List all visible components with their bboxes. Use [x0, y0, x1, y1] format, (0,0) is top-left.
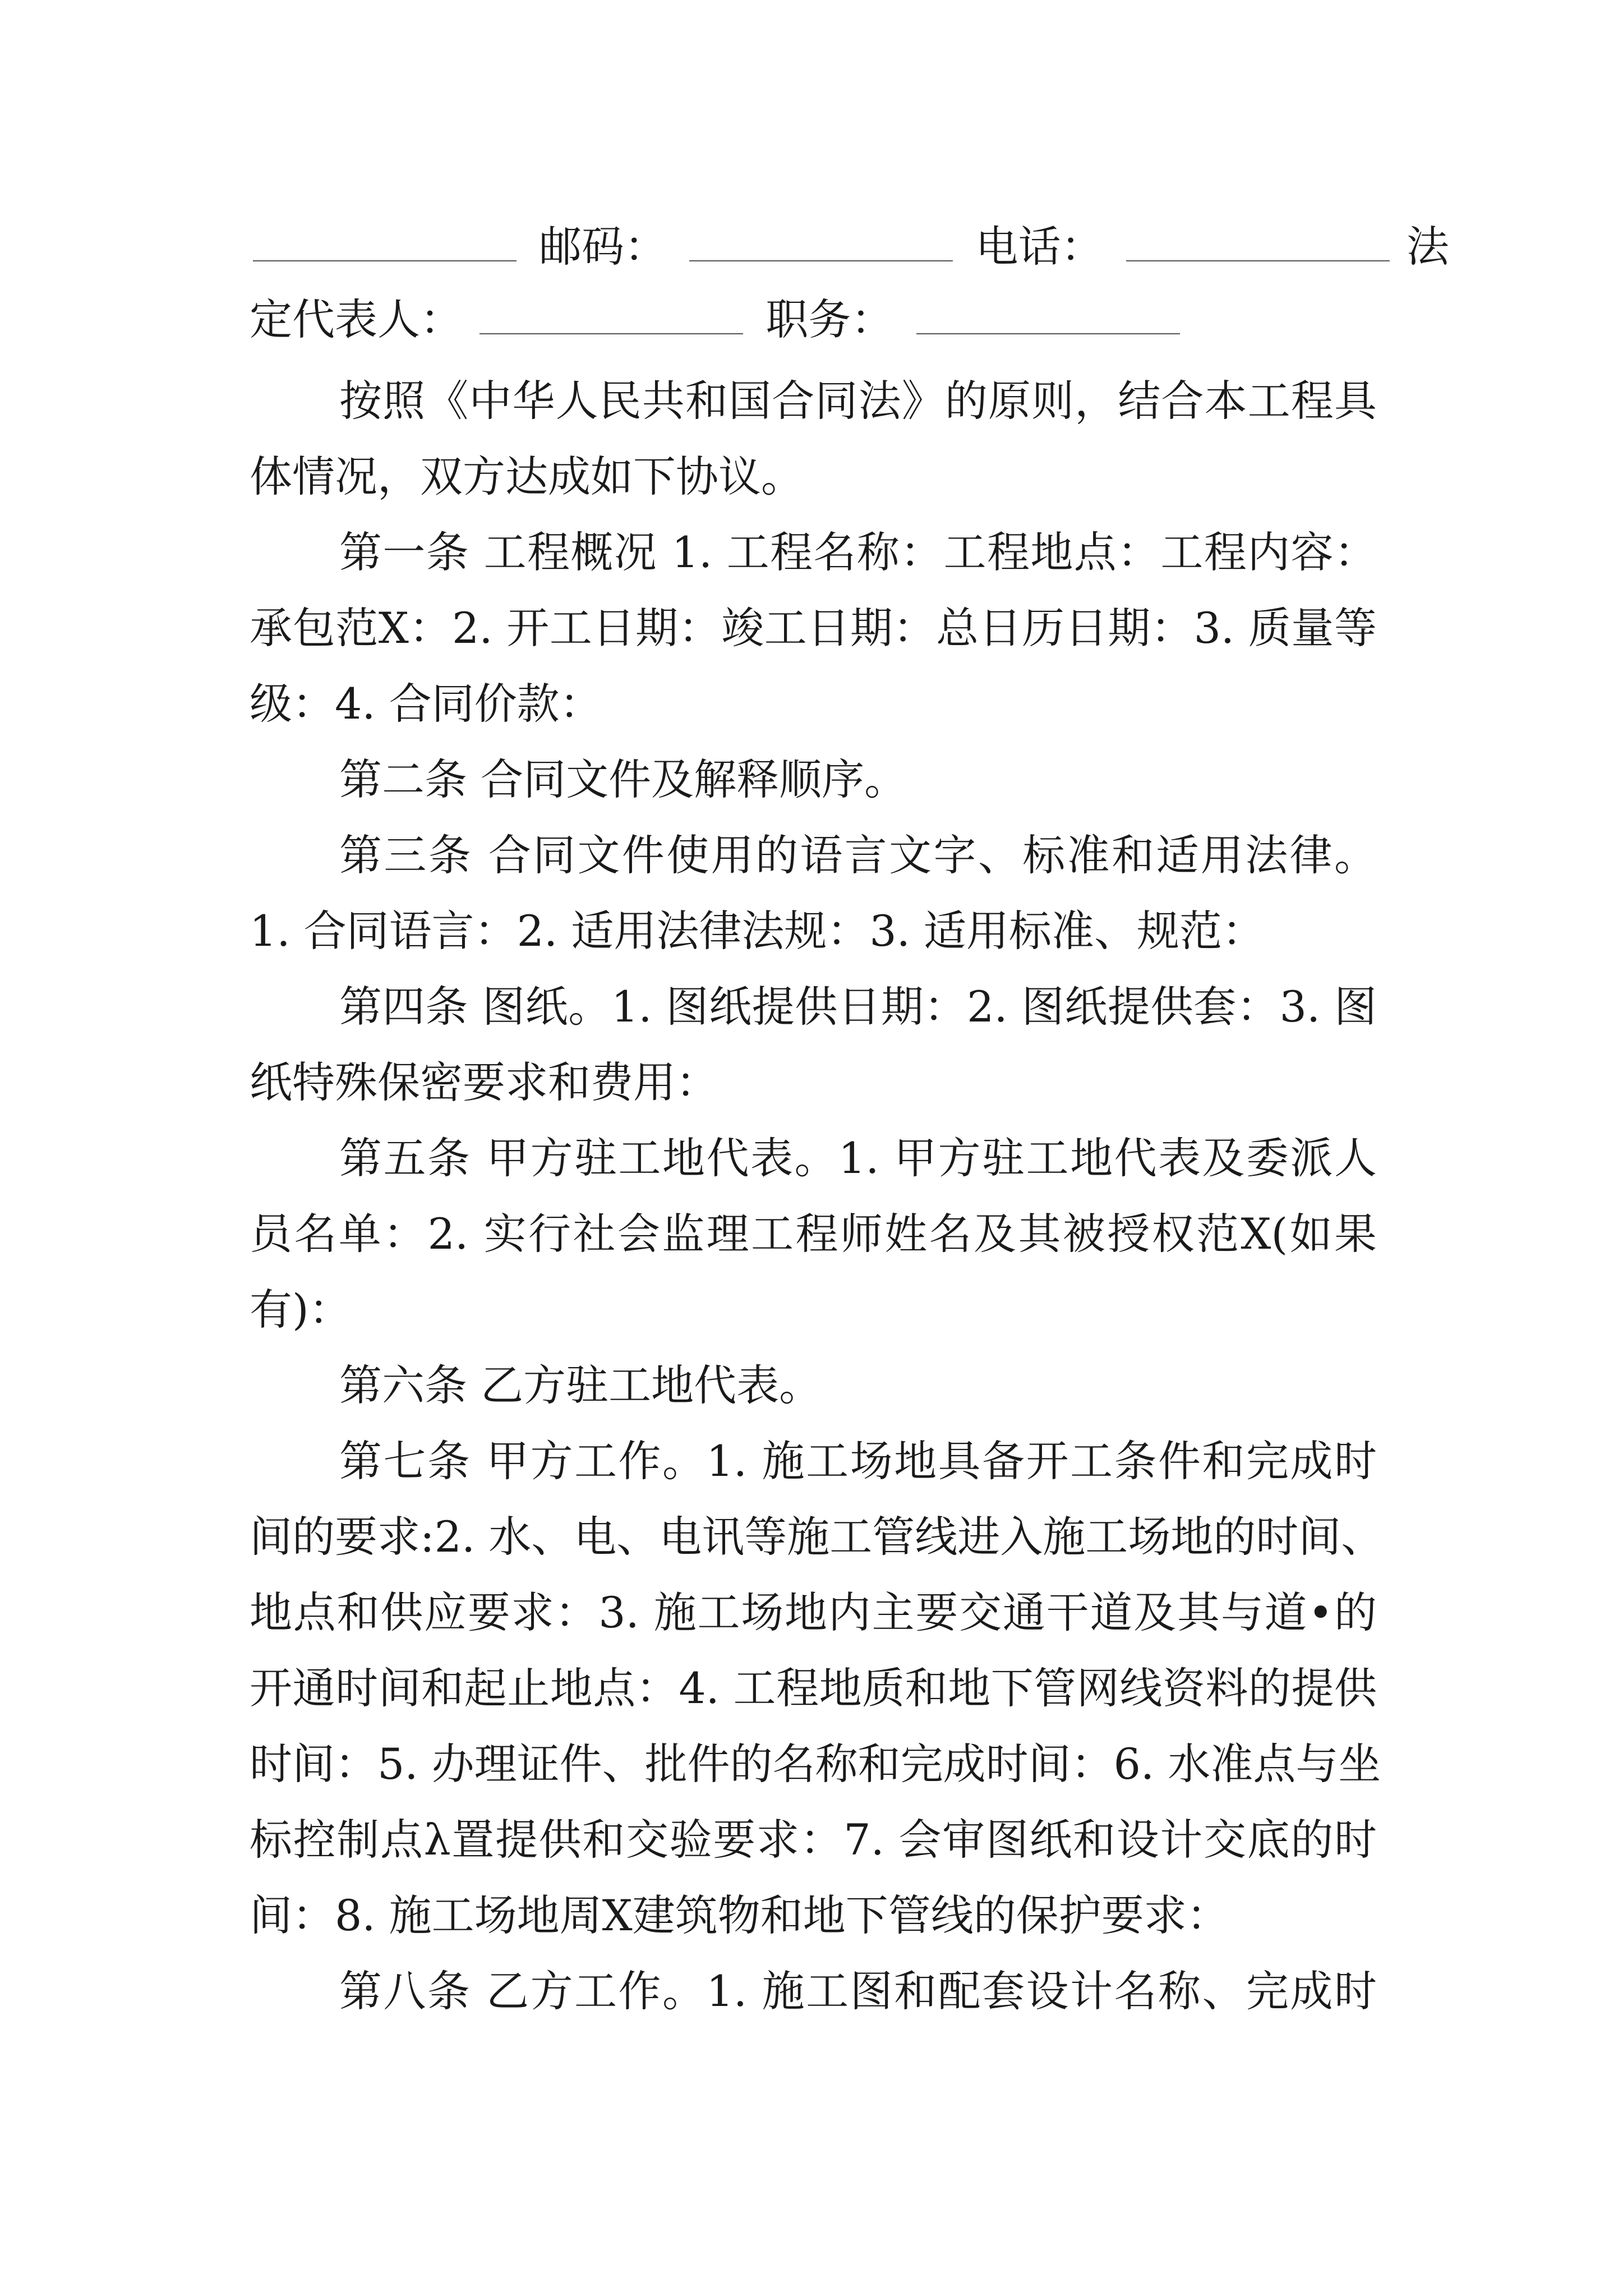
text-line: 地点和供应要求：3. 施工场地内主要交通干道及其与道•的: [250, 1588, 1377, 1637]
phone-blank[interactable]: [1126, 215, 1390, 261]
phone-label: 电话：: [975, 222, 1104, 272]
text-line: 标控制点λ置提供和交验要求：7. 会审图纸和设计交底的时: [250, 1815, 1377, 1865]
text-line: 第三条 合同文件使用的语言文字、标准和适用法律。: [339, 830, 1377, 880]
text-line: 第七条 甲方工作。1. 施工场地具备开工条件和完成时: [339, 1436, 1377, 1486]
text-line: 体情况，双方达成如下协议。: [250, 452, 804, 501]
position-blank[interactable]: [916, 288, 1180, 334]
text-line: 1. 合同语言：2. 适用法律法规：3. 适用标准、规范：: [250, 906, 1265, 956]
text-line: 开通时间和起止地点：4. 工程地质和地下管网线资料的提供: [250, 1663, 1377, 1713]
text-line: 第六条 乙方驻工地代表。: [339, 1360, 822, 1410]
text-line: 按照《中华人民共和国合同法》的原则，结合本工程具: [339, 376, 1377, 426]
text-line: 时间：5. 办理证件、批件的名称和完成时间：6. 水准点与坐: [250, 1739, 1381, 1789]
text-line: 间的要求:2. 水、电、电讯等施工管线进入施工场地的时间、: [250, 1512, 1384, 1562]
contact-fields-line: [250, 208, 1449, 286]
blank-line[interactable]: [253, 215, 517, 261]
text-line: 第五条 甲方驻工地代表。1. 甲方驻工地代表及委派人: [339, 1133, 1377, 1183]
text-line: 第四条 图纸。1. 图纸提供日期：2. 图纸提供套：3. 图: [339, 982, 1377, 1032]
text-line: 员名单：2. 实行社会监理工程师姓名及其被授权范X(如果: [250, 1209, 1377, 1259]
legal-rep-label: 定代表人：: [250, 295, 463, 344]
position-label: 职务：: [766, 295, 894, 344]
postcode-label: 邮码：: [539, 222, 667, 272]
legal-rep-label-start: 法: [1406, 222, 1449, 272]
text-line: 第二条 合同文件及解释顺序。: [339, 754, 907, 804]
postcode-blank[interactable]: [689, 215, 953, 261]
text-line: 承包范X：2. 开工日期：竣工日期：总日历日期：3. 质量等: [250, 603, 1377, 653]
legal-rep-blank[interactable]: [479, 288, 743, 334]
text-line: 间：8. 施工场地周X建筑物和地下管线的保护要求：: [250, 1890, 1229, 1940]
text-line: 第八条 乙方工作。1. 施工图和配套设计名称、完成时: [339, 1966, 1377, 2016]
text-line: 级：4. 合同价款：: [250, 679, 602, 729]
text-line: 有)：: [250, 1285, 352, 1335]
text-line: 第一条 工程概况 1. 工程名称：工程地点：工程内容：: [339, 527, 1377, 577]
legal-rep-line: [250, 280, 1377, 359]
text-line: 纸特殊保密要求和费用：: [250, 1057, 718, 1107]
